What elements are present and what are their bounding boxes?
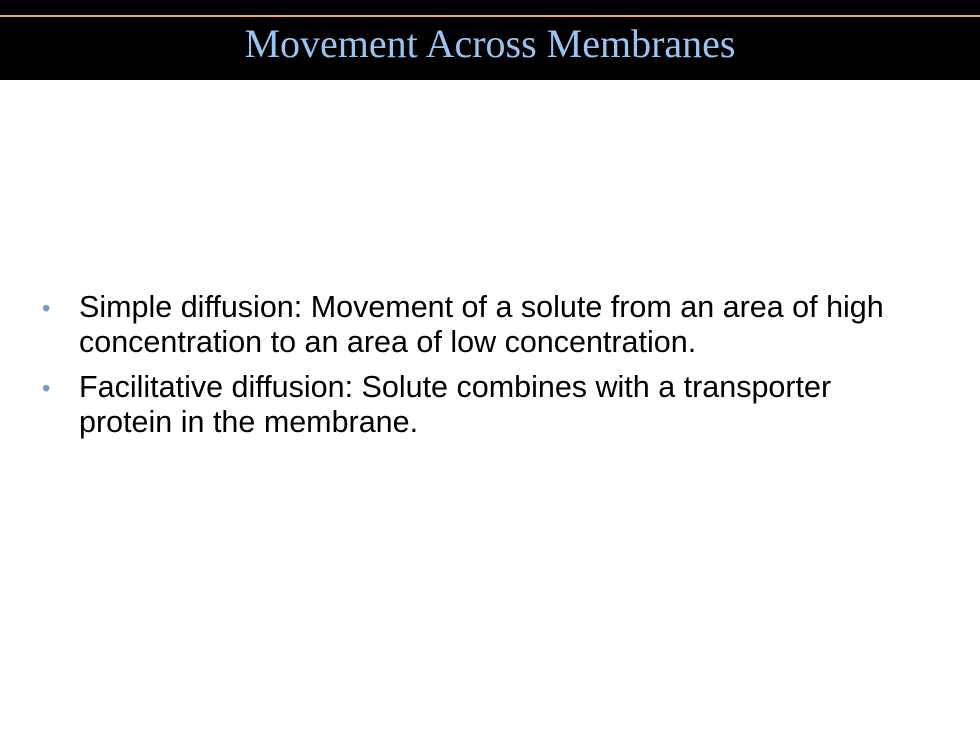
title-bar	[0, 0, 980, 80]
bullet-text: Facilitative diffusion: Solute combines with a transporter protein in the membrane.	[79, 370, 832, 439]
bullet-icon: •	[42, 375, 51, 402]
title-accent-rule	[0, 15, 980, 17]
bullet-icon: •	[42, 295, 51, 322]
bullet-item	[0, 370, 909, 440]
bullet-item	[0, 290, 909, 360]
bullet-text: Simple diffusion: Movement of a solute from an area of high concentration to an area of low concentration.	[79, 290, 884, 359]
slide-title: Movement Across Membranes	[244, 21, 736, 66]
bullet-list	[0, 290, 980, 450]
